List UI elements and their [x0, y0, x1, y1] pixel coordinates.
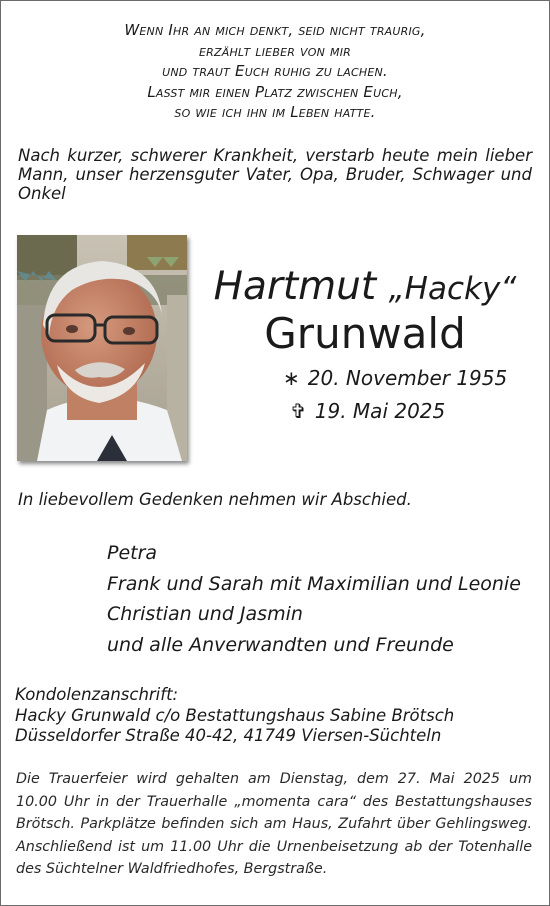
cross-icon: ✞ — [290, 399, 307, 423]
birth-date-line — [283, 366, 507, 390]
memorial-poem — [0, 20, 550, 123]
ceremony-details: Die Trauerfeier wird gehalten am Dienstag, dem 27. Mai 2025 um 10.00 Uhr in der Trauerhalle „momenta cara“ des Bestattungshauses Brötsch. Parkplätze befinden sich am Haus, Zufahrt über Gehlingsweg. Anschließend ist um 11.00 Uhr die Urnenbeisetzung ab der Totenhalle des Süchtelner Waldfriedhofes, Bergstraße. — [16, 771, 532, 877]
condolence-line: Hacky Grunwald c/o Bestattungshaus Sabine Brötsch — [15, 705, 455, 725]
poem-line: Lasst mir einen Platz zwischen Euch, — [147, 82, 403, 101]
condolence-address — [15, 685, 454, 747]
family-member: Christian und Jasmin — [107, 603, 303, 625]
deceased-nickname: „Hacky“ — [388, 271, 517, 307]
deceased-last-name: Grunwald — [264, 309, 466, 358]
family-member: Petra — [107, 542, 158, 564]
intro-text: Nach kurzer, schwerer Krankheit, verstarb heute mein lieber Mann, unser herzensguter Vater, Opa, Bruder, Schwager und Onkel — [18, 146, 532, 203]
poem-line: erzählt lieber von mir — [199, 41, 351, 60]
family-member: und alle Anverwandten und Freunde — [107, 633, 454, 656]
deceased-portrait-photo — [17, 235, 187, 461]
farewell-text: In liebevollem Gedenken nehmen wir Abschied. — [18, 490, 412, 509]
condolence-line: Düsseldorfer Straße 40-42, 41749 Viersen-Süchteln — [15, 726, 442, 745]
family-list — [107, 538, 521, 660]
poem-line: so wie ich ihn im Leben hatte. — [174, 103, 376, 121]
death-date-line — [290, 399, 445, 423]
poem-line: und traut Euch ruhig zu lachen. — [162, 62, 388, 80]
family-member: Frank und Sarah mit Maximilian und Leonie — [107, 572, 521, 595]
birth-date: 20. November 1955 — [307, 366, 508, 390]
deceased-first-name: Hartmut — [213, 264, 377, 309]
asterisk-icon: ∗ — [283, 366, 300, 390]
poem-line: Wenn Ihr an mich denkt, seid nicht traurig, — [124, 21, 426, 39]
deceased-first-name-line — [190, 264, 540, 312]
condolence-label: Kondolenzanschrift: — [15, 685, 179, 704]
death-date: 19. Mai 2025 — [314, 399, 446, 423]
